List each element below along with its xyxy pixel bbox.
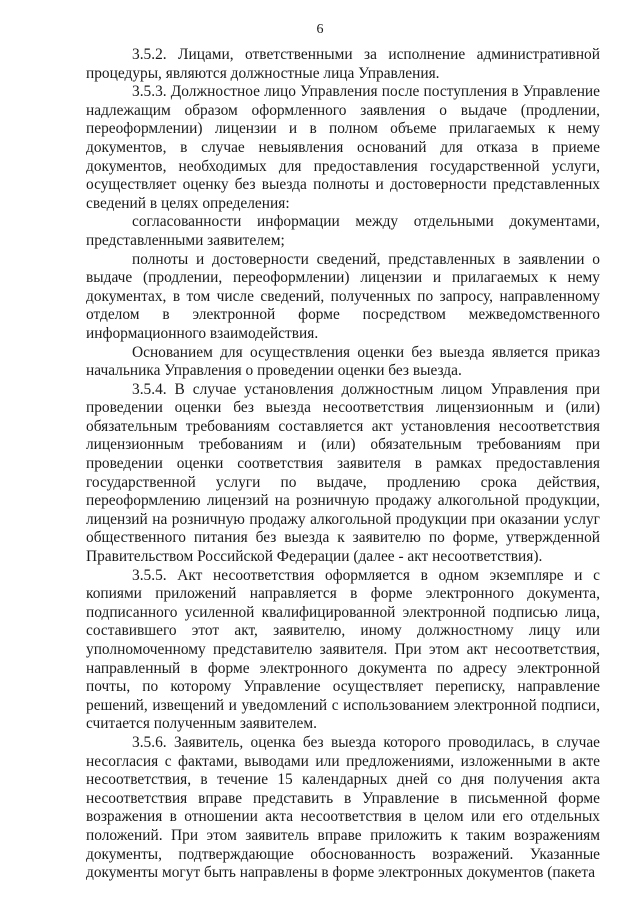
paragraph-3-5-5: 3.5.5. Акт несоответствия оформляется в одном экземпляре и с копиями приложений направляется в форме электронного документа, подписанного усиленной квалифицированной электронной подписью лица, составившего этот акт, заявителю, иному должностному лицу или уполномоченному представителю заявителя. При этом акт несоответствия, направленный в форме электронного документа по адресу электронной почты, по которому Управление осуществляет переписку, направление решений, извещений и уведомлений с использованием электронной подписи, считается полученным заявителем.	[86, 566, 600, 733]
paragraph-3-5-3: 3.5.3. Должностное лицо Управления после поступления в Управление надлежащим образом оформленного заявления о выдаче (продлении, переоформлении) лицензии и в полном объеме прилагаемых к нему документов, в случае невыявления оснований для отказа в приеме документов, необходимых для предоставления государственной услуги, осуществляет оценку без выезда полноты и достоверности представленных сведений в целях определения:	[86, 83, 600, 212]
paragraph-basis: Основанием для осуществления оценки без выезда является приказ начальника Управления о проведении оценки без выезда.	[86, 343, 600, 380]
paragraph-consistency: согласованности информации между отдельными документами, представленными заявителем;	[86, 213, 600, 249]
paragraph-completeness: полноты и достоверности сведений, представленных в заявлении о выдаче (продлении, переоформлении) лицензии и прилагаемых к нему документах, в том числе сведений, полученных по запросу, направленному отделом в электронной форме посредством межведомственного информационного взаимодействия.	[86, 250, 600, 342]
paragraph-3-5-2: 3.5.2. Лицами, ответственными за исполнение административной процедуры, являются должностные лица Управления.	[86, 46, 600, 82]
paragraph-3-5-4: 3.5.4. В случае установления должностным лицом Управления при проведении оценки без выезда несоответствия лицензионным и (или) обязательным требованиям составляется акт установления несоответствия лицензионным требованиям и (или) обязательным требованиям при проведении оценки соответствия заявителя в рамках предоставления государственной услуги по выдаче, продлению срока действия, переоформлению лицензий на розничную продажу алкогольной продукции, лицензий на розничную продажу алкогольной продукции при оказании услуг общественного питания без выезда к заявителю по форме, утвержденной Правительством Российской Федерации (далее - акт несоответствия).	[86, 380, 600, 566]
page-number: 6	[316, 22, 324, 37]
document-body	[86, 46, 600, 883]
paragraph-3-5-6: 3.5.6. Заявитель, оценка без выезда которого проводилась, в случае несогласия с фактами, выводами или предложениями, изложенными в акте несоответствия, в течение 15 календарных дней со дня получения акта несоответствия вправе представить в Управление в письменной форме возражения в отношении акта несоответствия в целом или его отдельных положений. При этом заявитель вправе приложить к таким возражениям документы, подтверждающие обоснованность возражений. Указанные документы могут быть направлены в форме электронных документов (пакета	[86, 733, 600, 882]
